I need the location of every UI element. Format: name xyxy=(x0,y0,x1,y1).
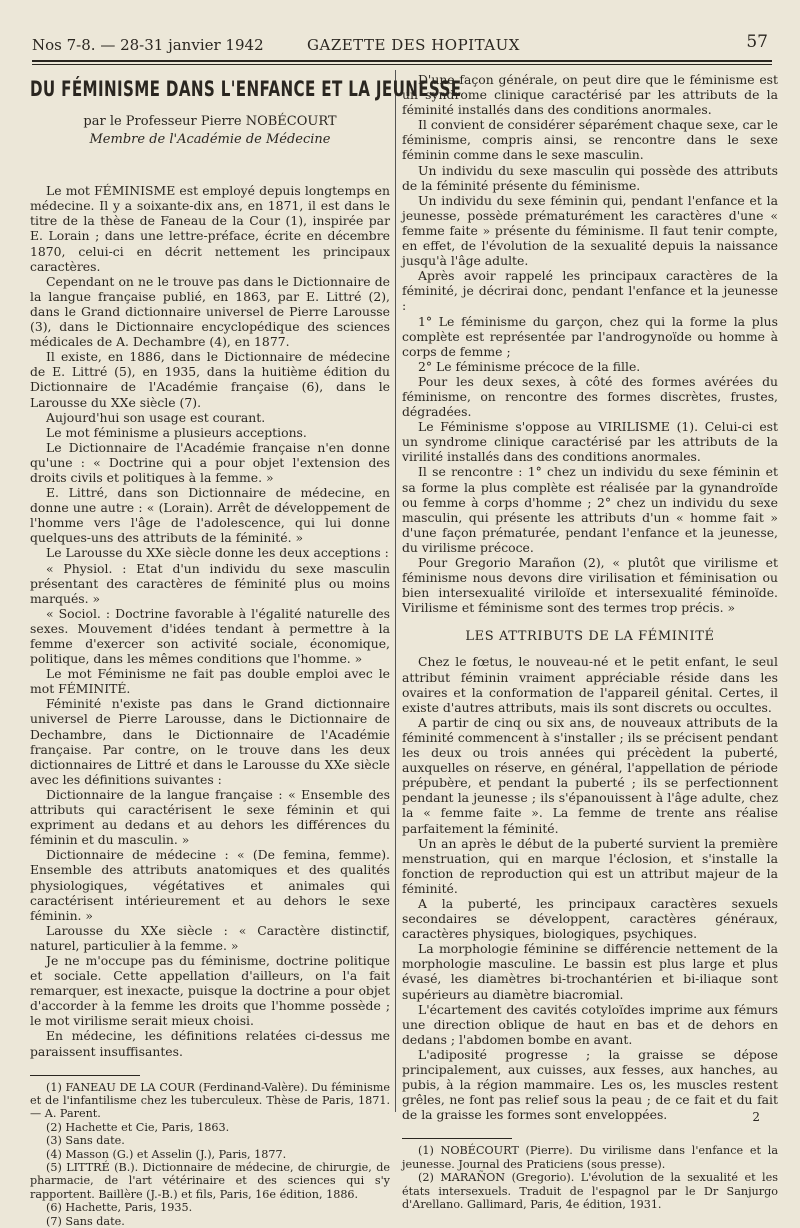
corner-mark: 2 xyxy=(752,1110,760,1124)
paragraph: Pour les deux sexes, à côté des formes avérées du féminisme, on rencontre des formes discrètes, frustes, dégradées. xyxy=(402,373,778,420)
paragraph: Le Larousse du XXe siècle donne les deux acceptions : xyxy=(46,545,389,561)
paragraph: E. Littré, dans son Dictionnaire de médecine, en donne une autre : « (Lorain). Arrêt de développement de l'homme vers l'âge de l'adolescence, qui lui donne quelques-uns des attributs de la féminité. » xyxy=(30,485,390,546)
header-rule xyxy=(32,60,772,62)
paragraph: Larousse du XXe siècle : « Caractère distinctif, naturel, particulier à la femme. » xyxy=(30,922,390,953)
page-number: 57 xyxy=(746,32,768,52)
paragraph: Un individu du sexe masculin qui possède des attributs de la féminité présente du féminisme. xyxy=(402,162,778,193)
footnote: (1) NOBÉCOURT (Pierre). Du virilisme dans l'enfance et la jeunesse. Journal des Praticiens (sous presse). xyxy=(402,1144,778,1171)
paragraph: Il se rencontre : 1° chez un individu du sexe féminin et sa forme la plus complète est réalisée par la gynandroïde ou femme à corps d'homme ; 2° chez un individu du sexe masculin, qui présente les attributs d'un « homme fait » d'une façon prématurée, pendant l'enfance et la jeunesse, du virilisme précoce. xyxy=(402,464,778,555)
paragraph: A la puberté, les principaux caractères sexuels secondaires se développent, caractères généraux, caractères physiques, biologiques, psychiques. xyxy=(402,895,778,942)
paragraph: L'adiposité progresse ; la graisse se dépose principalement, aux cuisses, aux fesses, aux hanches, au pubis, à la région mammaire. Les os, les muscles restent grêles, ne font pas relief sous la peau ; de ce fait et du fait de la graisse les formes sont enveloppées. xyxy=(402,1046,778,1123)
footnote: (3) Sans date. xyxy=(46,1134,125,1148)
paragraph: Féminité n'existe pas dans le Grand dictionnaire universel de Pierre Larousse, dans le Dictionnaire de Dechambre, dans le Dictionnaire de l'Académie française. Par contre, on le trouve dans les deux dictionnaires de Littré et dans le Larousse du XXe siècle avec les définitions suivantes : xyxy=(30,696,390,787)
footnote: (4) Masson (G.) et Asselin (J.), Paris, 1877. xyxy=(46,1147,287,1161)
paragraph: Chez le fœtus, le nouveau-né et le petit enfant, le seul attribut féminin vraiment appréciable réside dans les ovaires et la conformation de l'appareil génital. Certes, il existe d'autres attributs, mais ils sont discrets ou occultes. xyxy=(402,654,778,715)
paragraph: Dictionnaire de médecine : « (De femina, femme). Ensemble des attributs anatomiques et des qualités physiologiques, végétatives et animales qui caractérisent intérieurement et au dehors le sexe féminin. » xyxy=(30,847,390,923)
paragraph: 1° Le féminisme du garçon, chez qui la forme la plus complète est représentée par l'androgynoïde ou homme à corps de femme ; xyxy=(402,313,778,359)
footnote: (5) LITTRÉ (B.). Dictionnaire de médecine, de chirurgie, de pharmacie, de l'art vétérinaire et des sciences qui s'y rapportent. Baillère (J.-B.) et fils, Paris, 16e édition, 1886. xyxy=(30,1161,390,1201)
paragraph: A partir de cinq ou six ans, de nouveaux attributs de la féminité commencent à s'installer ; ils se précisent pendant les deux ou trois années qui précèdent la puberté, auxquelles on réserve, en général, l'appellation de période prépubère, et pendant la puberté ; ils se perfectionnent pendant la jeunesse ; ils s'épanouissent à l'âge adulte, chez la « femme faite ». La femme de trente ans réalise parfaitement la féminité. xyxy=(402,714,778,836)
paragraph: L'écartement des cavités cotyloïdes imprime aux fémurs une direction oblique de haut en bas et de dehors en dedans ; l'abdomen bombe en avant. xyxy=(402,1001,778,1047)
paragraph: Le Féminisme s'oppose au VIRILISME (1). Celui-ci est un syndrome clinique caractérisé par les attributs de la virilité installés dans des conditions anormales. xyxy=(402,419,778,465)
paragraph: Pour Gregorio Marañon (2), « plutôt que virilisme et féminisme nous devons dire virilisation et féminisation ou bien intersexualité viriloïde et intersexualité féminoïde. Virilisme et féminisme sont des termes trop précis. » xyxy=(402,555,778,616)
footnote: (6) Hachette, Paris, 1935. xyxy=(46,1201,193,1215)
footnote: (1) FANEAU DE LA COUR (Ferdinand-Valère). Du féminisme et de l'infantilisme chez les tuberculeux. Thèse de Paris, 1871. — A. Parent. xyxy=(30,1080,390,1121)
issue-number: Nos 7-8. — 28-31 janvier 1942 xyxy=(32,36,264,54)
section-heading: LES ATTRIBUTS DE LA FÉMINITÉ xyxy=(465,629,715,645)
paragraph: Le mot FÉMINISME est employé depuis longtemps en médecine. Il y a soixante-dix ans, en 1871, il est dans le titre de la thèse de Faneau de la Cour (1), inspirée par E. Lorain ; dans une lettre-préface, écrite en décembre 1870, celui-ci en décrit nettement les principaux caractères. xyxy=(30,183,390,274)
paragraph: « Sociol. : Doctrine favorable à l'égalité naturelle des sexes. Mouvement d'idées tendant à permettre à la femme d'exercer son activité sociale, économique, politique, dans les mêmes conditions que l'homme. » xyxy=(30,605,390,667)
paragraph: D'une façon générale, on peut dire que le féminisme est un syndrome clinique caractérisé par les attributs de la féminité installés dans des conditions anormales. xyxy=(402,72,778,118)
footnote: (2) Hachette et Cie, Paris, 1863. xyxy=(46,1120,230,1134)
paragraph: La morphologie féminine se différencie nettement de la morphologie masculine. Le bassin est plus large et plus évasé, les diamètres bi-trochantérien et bi-iliaque sont supérieurs au diamètre biacromial. xyxy=(402,941,778,1002)
footnote-rule xyxy=(402,1138,512,1139)
footnote: (7) Sans date. xyxy=(46,1214,125,1228)
paragraph: Le mot Féminisme ne fait pas double emploi avec le mot FÉMINITÉ. xyxy=(30,666,390,697)
header-rule-thin xyxy=(32,64,772,65)
running-header xyxy=(32,34,768,58)
footnote: (2) MARAÑON (Gregorio). L'évolution de la sexualité et les états intersexuels. Traduit de l'espagnol par le Dr Sanjurgo d'Arellano. Gallimard, Paris, 4e édition, 1931. xyxy=(402,1171,778,1211)
paragraph: Le Dictionnaire de l'Académie française n'en donne qu'une : « Doctrine qui a pour objet l'extension des droits civils et politiques à la femme. » xyxy=(30,439,390,485)
left-column xyxy=(30,72,462,1228)
paragraph: Un individu du sexe féminin qui, pendant l'enfance et la jeunesse, possède prématurément les caractères d'une « femme faite » présente du féminisme. Il faut tenir compte, en effet, de l'évolution de la sexualité depuis la naissance jusqu'à l'âge adulte. xyxy=(402,192,778,269)
paragraph: Il convient de considérer séparément chaque sexe, car le féminisme, compris ainsi, se rencontre dans le sexe féminin comme dans le sexe masculin. xyxy=(402,117,778,163)
paragraph: En médecine, les définitions relatées ci-dessus me paraissent insuffisantes. xyxy=(30,1028,390,1059)
paragraph: Aujourd'hui son usage est courant. xyxy=(46,409,266,425)
author-affiliation: Membre de l'Académie de Médecine xyxy=(89,132,331,148)
journal-title: GAZETTE DES HOPITAUX xyxy=(307,36,520,54)
paragraph: « Physiol. : Etat d'un individu du sexe masculin présentant des caractères de féminité plus ou moins marqués. » xyxy=(30,560,390,606)
paragraph: Après avoir rappelé les principaux caractères de la féminité, je décrirai donc, pendant l'enfance et la jeunesse : xyxy=(402,268,778,314)
paragraph: Un an après le début de la puberté survient la première menstruation, qui en marque l'éclosion, et s'installe la fonction de reproduction qui est un attribut majeur de la féminité. xyxy=(402,835,778,896)
paragraph: Dictionnaire de la langue française : « Ensemble des attributs qui caractérisent le sexe féminin et qui expriment au dedans et au dehors les différences du féminin et du masculin. » xyxy=(30,786,390,848)
author-byline: par le Professeur Pierre NOBÉCOURT xyxy=(83,114,337,129)
paragraph: Il existe, en 1886, dans le Dictionnaire de médecine de E. Littré (5), en 1935, dans la huitième édition du Dictionnaire de l'Académie française (6), dans le Larousse du XXe siècle (7). xyxy=(30,349,390,410)
spacer xyxy=(30,147,390,183)
paragraph: Je ne m'occupe pas du féminisme, doctrine politique et sociale. Cette appellation d'ailleurs, on l'a fait remarquer, est inexacte, puisque la doctrine a pour objet d'accorder à la femme les droits que l'homme possède ; le mot virilisme serait mieux choisi. xyxy=(30,952,390,1029)
paragraph: Le mot féminisme a plusieurs acceptions. xyxy=(46,424,307,440)
column-divider xyxy=(395,70,396,1112)
right-column xyxy=(402,72,778,1211)
paragraph: 2° Le féminisme précoce de la fille. xyxy=(418,358,641,374)
footnote-rule xyxy=(30,1075,140,1076)
article-title: DU FÉMINISME DANS L'ENFANCE ET LA JEUNESSE xyxy=(30,77,462,101)
paragraph: Cependant on ne le trouve pas dans le Dictionnaire de la langue française publié, en 1863, par E. Littré (2), dans le Grand dictionnaire universel de Pierre Larousse (3), dans le Dictionnaire encyclopédique des sciences médicales de A. Dechambre (4), en 1877. xyxy=(30,273,390,350)
